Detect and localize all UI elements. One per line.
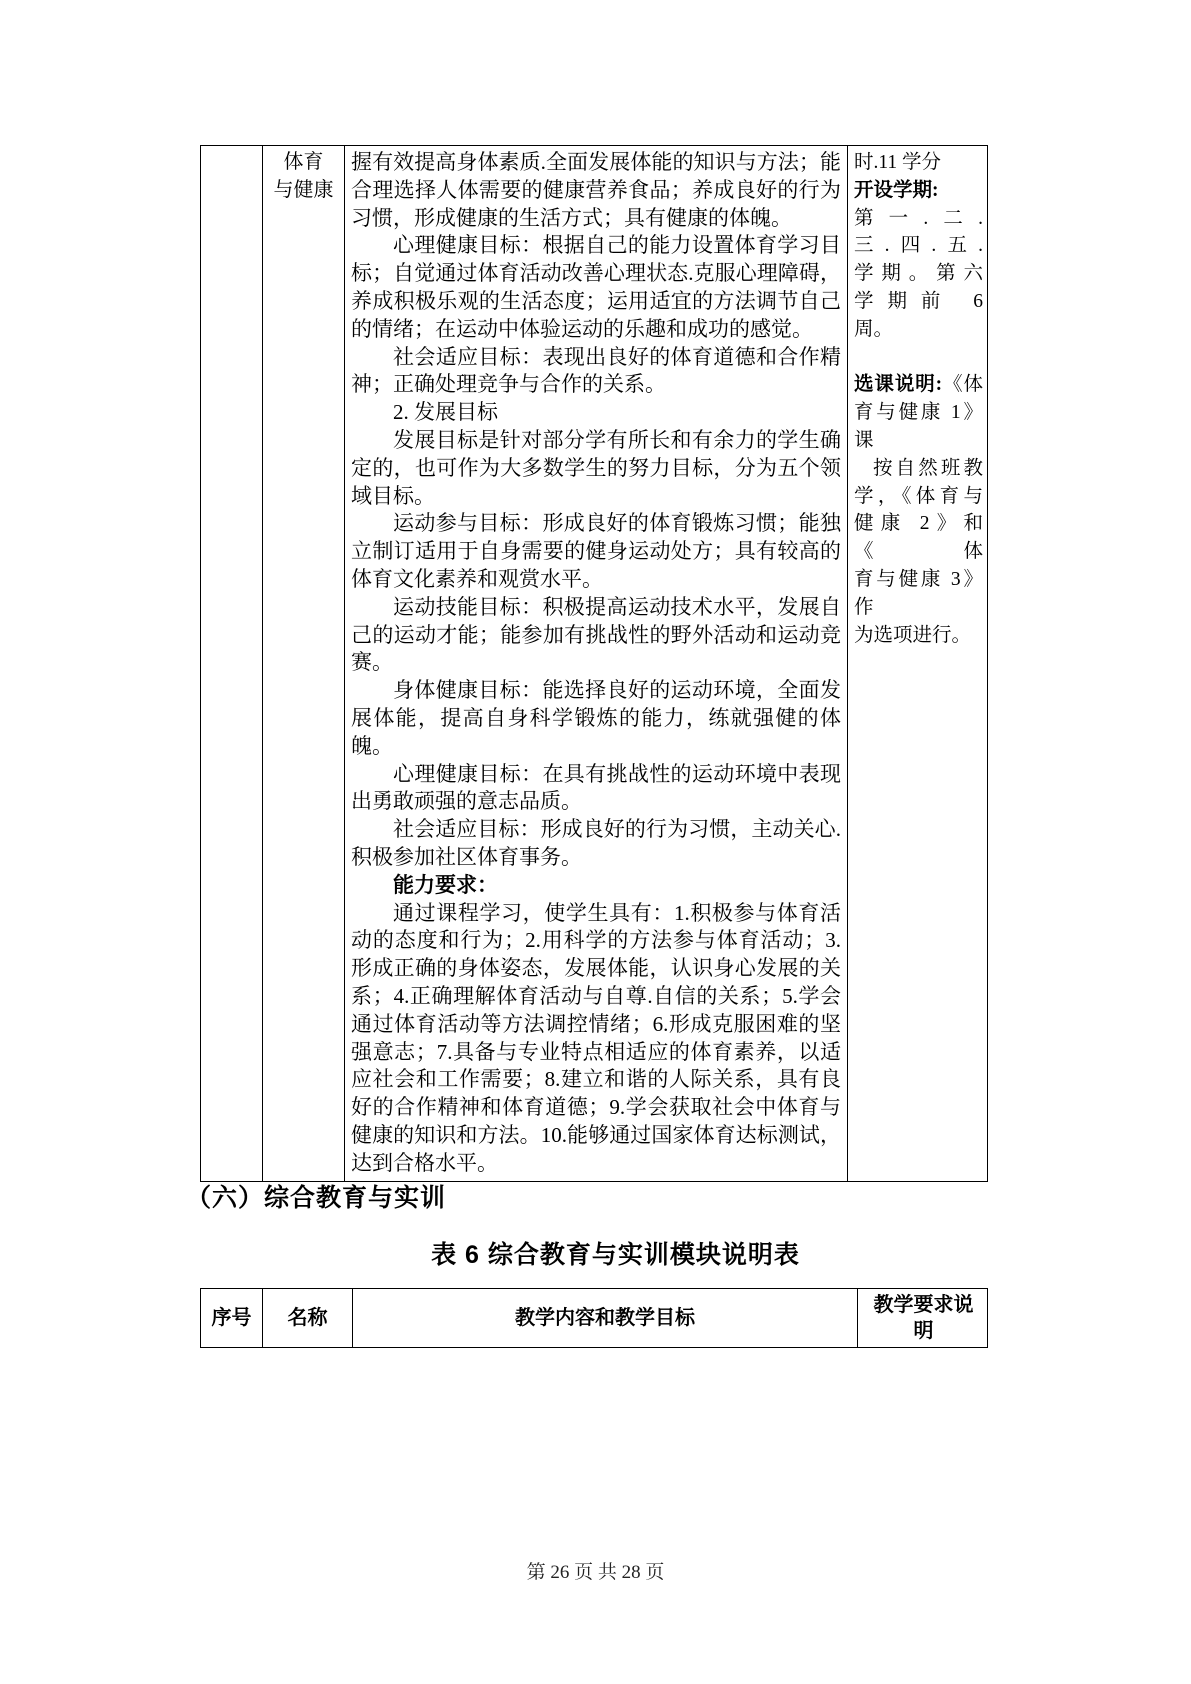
text-run: 积极参加社区体育事务。 (351, 844, 582, 869)
content-text-line (351, 455, 841, 483)
content-text-line (351, 594, 841, 622)
bold-text: 能力要求： (393, 872, 498, 897)
text-run: 三.四.五. (854, 235, 983, 257)
t1-course-name-cell (263, 146, 345, 1181)
text-run: 合理选择人体需要的健康营养食品；养成良好的行为 (351, 177, 841, 202)
text-run: 学期前 6 (854, 290, 983, 312)
text-run: 《体 (942, 374, 983, 396)
text-run: 社会适应目标：表现出良好的体育道德和合作精 (393, 344, 841, 369)
side-text-line (854, 510, 983, 566)
content-text-line (351, 149, 841, 177)
bold-text: 开设学期: (854, 179, 939, 201)
side-text-line (854, 371, 983, 399)
pe-health-module-table (200, 145, 988, 1182)
text-run: 的情绪；在运动中体验运动的乐趣和成功的感觉。 (351, 316, 813, 341)
t1-serial-cell (201, 146, 263, 1181)
course-name-line (269, 149, 338, 177)
text-run: 与健康 (273, 178, 334, 201)
content-text-line (351, 705, 841, 761)
side-text-line (854, 232, 983, 260)
text-run: 通过体育活动等方法调控情绪；6.形成克服困难的坚 (351, 1011, 841, 1036)
text-run: 体育文化素养和观赏水平。 (351, 566, 603, 591)
text-run: 健康 2》和《体 (854, 513, 983, 563)
t1-content-cell (345, 146, 848, 1181)
side-text-line (854, 566, 983, 622)
content-text-line (351, 205, 841, 233)
content-text-line (351, 1011, 841, 1039)
content-text-line (351, 955, 841, 983)
text-run: 域目标。 (351, 483, 435, 508)
text-run: 展体能，提高自身科学锻炼的能力，练就强健的体魄。 (351, 705, 841, 758)
text-run: 学，《体育与 (854, 485, 983, 507)
content-text-line (351, 788, 841, 816)
text-run: 育与健康 1》课 (854, 402, 983, 451)
table6-title: 表 6 综合教育与实训模块说明表 (431, 1241, 800, 1269)
text-run: 形成正确的身体姿态，发展体能，认识身心发展的关 (351, 956, 841, 981)
table6-header-content: 教学内容和教学目标 (353, 1289, 858, 1347)
table6-header-serial: 序号 (201, 1289, 263, 1347)
side-text-line (854, 344, 983, 372)
content-text-line (351, 427, 841, 455)
content-text-line (351, 677, 841, 705)
text-run: 定的，也可作为大多数学生的努力目标，分为五个领 (351, 455, 841, 480)
text-run: 习惯，形成健康的生活方式；具有健康的体魄。 (351, 205, 792, 230)
content-text-line (351, 1039, 841, 1067)
text-run: 动的态度和行为；2.用科学的方法参与体育活动；3. (351, 928, 841, 953)
content-text-line (351, 260, 841, 288)
text-run: 达到合格水平。 (351, 1150, 498, 1175)
text-run: 体育 (283, 151, 324, 173)
content-text-line (351, 510, 841, 538)
text-run: 身体健康目标：能选择良好的运动环境，全面发 (393, 678, 841, 703)
text-run: 强意志；7.具备与专业特点相适应的体育素养，以适 (351, 1039, 841, 1064)
text-run: 己的运动才能；能参加有挑战性的野外活动和运动竞 (351, 622, 841, 647)
section-heading: （六）综合教育与实训 (186, 1184, 447, 1212)
content-text-line (351, 927, 841, 955)
side-text-line (854, 483, 983, 511)
table6-header-requirement: 教学要求说明 (873, 1294, 974, 1342)
text-run: 运动参与目标：形成良好的体育锻炼习惯；能独 (393, 511, 841, 536)
side-text-line (854, 205, 983, 233)
content-text-line (351, 538, 841, 566)
text-run: 养成积极乐观的生活态度；运用适宜的方法调节自己 (351, 288, 841, 313)
text-run: 学期。第六 (854, 263, 983, 285)
text-run: 赛。 (351, 650, 393, 675)
table6-header-name: 名称 (263, 1289, 353, 1347)
content-text-line (351, 1122, 841, 1150)
content-text-line (351, 1150, 841, 1178)
content-text-line (351, 232, 841, 260)
content-text-line (351, 399, 841, 427)
content-text-line (351, 344, 841, 372)
text-run: 周。 (854, 318, 894, 340)
content-text-line (351, 816, 841, 844)
text-run: 好的合作精神和体育道德；9.学会获取社会中体育与 (351, 1095, 841, 1120)
text-run: 心理健康目标：在具有挑战性的运动环境中表现 (393, 761, 841, 786)
content-text-line (351, 177, 841, 205)
content-text-line (351, 316, 841, 344)
side-text-line (854, 260, 983, 288)
text-run: 立制订适用于自身需要的健身运动处方；具有较高的 (351, 539, 841, 564)
text-run: 心理健康目标：根据自己的能力设置体育学习目 (393, 233, 841, 258)
text-run: 为选项进行。 (854, 624, 972, 646)
content-text-line (351, 288, 841, 316)
text-run: 标；自觉通过体育活动改善心理状态.克服心理障碍， (351, 261, 841, 286)
content-text-line (351, 761, 841, 789)
content-text-line (351, 872, 841, 900)
text-run: 应社会和工作需要；8.建立和谐的人际关系，具有良 (351, 1067, 841, 1092)
content-text-line (351, 983, 841, 1011)
page-number-footer: 第 26 页 共 28 页 (526, 1562, 665, 1583)
text-run: 出勇敢顽强的意志品质。 (351, 789, 582, 814)
side-text-line (854, 149, 983, 177)
table6-header-row (200, 1288, 988, 1348)
text-run: 时.11 学分 (854, 152, 942, 173)
content-text-line (351, 566, 841, 594)
content-text-line (351, 1094, 841, 1122)
side-text-line (854, 455, 983, 483)
text-run: 健康的知识和方法。10.能够通过国家体育达标测试， (351, 1122, 841, 1147)
text-run: 2. 发展目标 (393, 400, 498, 425)
text-run: 按自然班教 (873, 457, 983, 479)
side-text-line (854, 622, 983, 650)
side-text-line (854, 177, 983, 205)
content-text-line (351, 649, 841, 677)
content-text-line (351, 1066, 841, 1094)
side-text-line (854, 399, 983, 455)
content-text-line (351, 371, 841, 399)
text-run: 运动技能目标：积极提高运动技术水平，发展自 (393, 594, 841, 619)
text-run: 第一.二. (854, 207, 983, 229)
t1-requirements-cell (848, 146, 989, 1181)
text-run: 社会适应目标：形成良好的行为习惯，主动关心. (393, 817, 841, 842)
content-text-line (351, 622, 841, 650)
content-text-line (351, 900, 841, 928)
text-run: 育与健康 3》作 (854, 568, 983, 618)
content-text-line (351, 483, 841, 511)
text-run: 发展目标是针对部分学有所长和有余力的学生确 (393, 427, 841, 452)
bold-text: 选课说明: (854, 374, 943, 396)
side-text-line (854, 316, 983, 344)
side-text-line (854, 288, 983, 316)
content-text-line (351, 844, 841, 872)
text-run: 神；正确处理竞争与合作的关系。 (351, 372, 666, 397)
text-run: 通过课程学习，使学生具有：1.积极参与体育活 (393, 900, 841, 925)
course-name-line (269, 177, 338, 205)
text-run: 握有效提高身体素质.全面发展体能的知识与方法；能 (351, 150, 841, 174)
text-run: 系；4.正确理解体育活动与自尊.自信的关系；5.学会 (351, 983, 841, 1008)
